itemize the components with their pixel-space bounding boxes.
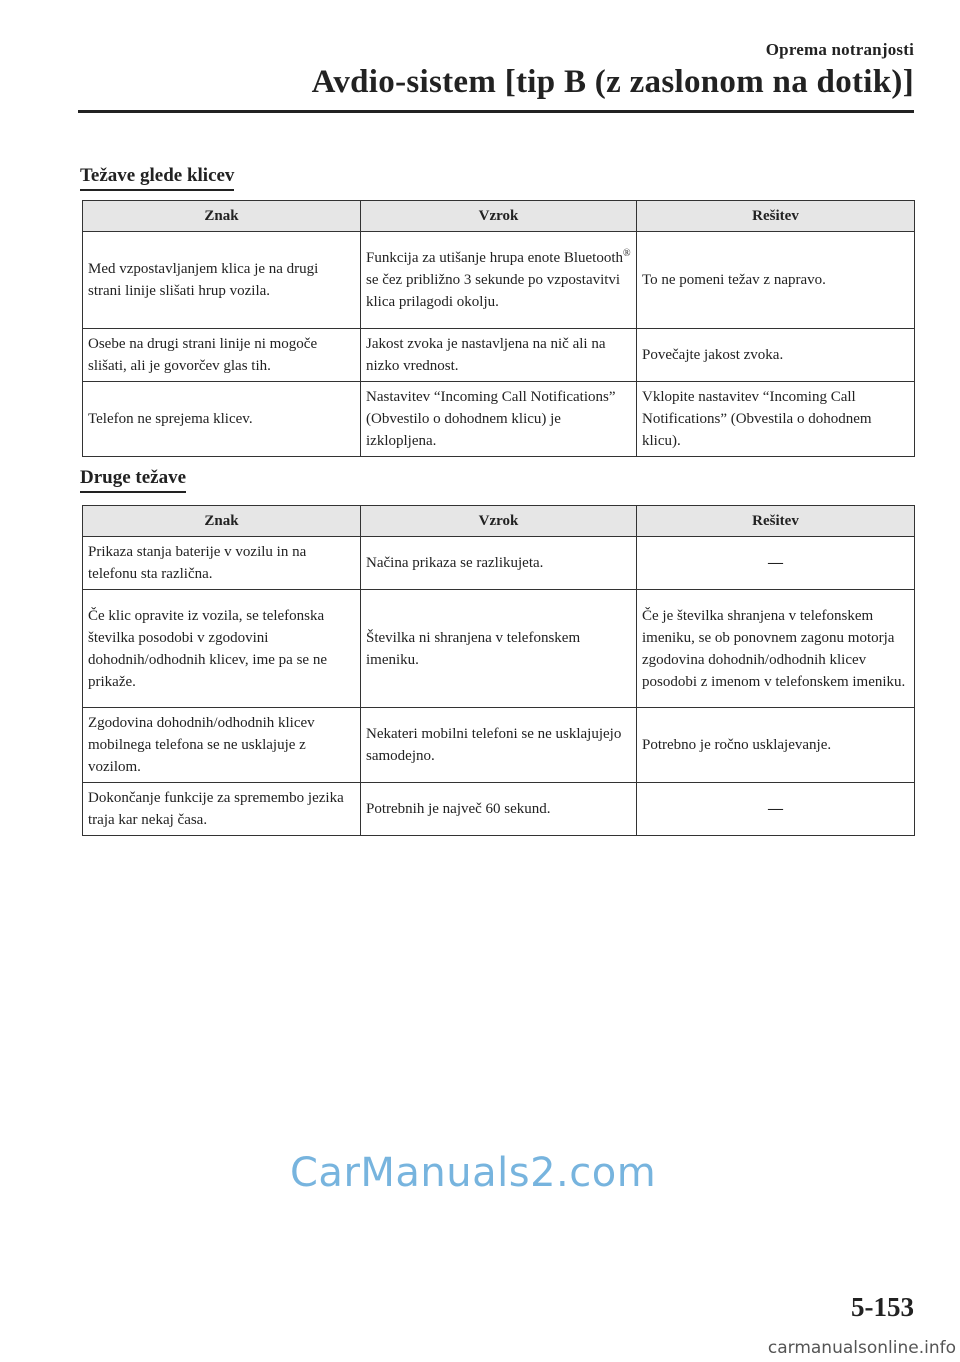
cell-vzrok-text: Funkcija za utišanje hrupa enote Bluetooth: [366, 250, 624, 266]
cell-resitev: Potrebno je ročno usklajevanje.: [637, 708, 915, 783]
table-row: [83, 783, 915, 836]
section-heading-other-problems: Druge težave: [80, 466, 186, 493]
table-row: [83, 708, 915, 783]
cell-znak: Telefon ne sprejema klicev.: [83, 382, 361, 457]
call-problems-table: [82, 200, 915, 457]
cell-znak: Zgodovina dohodnih/odhodnih klicev mobilnega telefona se ne usklajuje z vozilom.: [83, 708, 361, 783]
table-row: [83, 590, 915, 708]
column-header-vzrok: Vzrok: [361, 201, 637, 232]
column-header-resitev: Rešitev: [637, 201, 915, 232]
source-footer: carmanualsonline.info: [767, 1338, 956, 1358]
column-header-znak: Znak: [83, 201, 361, 232]
registered-mark: ®: [623, 248, 631, 259]
table-row: [83, 329, 915, 382]
table-header-row: [83, 201, 915, 232]
cell-vzrok: Načina prikaza se razlikujeta.: [361, 537, 637, 590]
table-row: [83, 232, 915, 329]
cell-vzrok: [361, 232, 637, 329]
cell-znak: Med vzpostavljanjem klica je na drugi strani linije slišati hrup vozila.: [83, 232, 361, 329]
cell-znak: Če klic opravite iz vozila, se telefonska številka posodobi v zgodovini dohodnih/odhodnih klicev, ime pa se ne prikaže.: [83, 590, 361, 708]
cell-resitev: —: [637, 783, 915, 836]
column-header-vzrok: Vzrok: [361, 506, 637, 537]
cell-resitev: —: [637, 537, 915, 590]
cell-vzrok-text-cont: se čez približno 3 sekunde po vzpostavitvi klica prilagodi okolju.: [366, 272, 621, 310]
cell-resitev: To ne pomeni težav z napravo.: [637, 232, 915, 329]
cell-znak: Dokončanje funkcije za spremembo jezika traja kar nekaj časa.: [83, 783, 361, 836]
table-row: [83, 537, 915, 590]
table-row: [83, 382, 915, 457]
cell-vzrok: Jakost zvoka je nastavljena na nič ali na nizko vrednost.: [361, 329, 637, 382]
page-title: Avdio-sistem [tip B (z zaslonom na dotik)]: [311, 64, 914, 100]
column-header-znak: Znak: [83, 506, 361, 537]
other-problems-table: [82, 505, 915, 836]
chapter-label: Oprema notranjosti: [765, 40, 914, 59]
cell-znak: Osebe na drugi strani linije ni mogoče slišati, ali je govorčev glas tih.: [83, 329, 361, 382]
page-number: 5-153: [851, 1292, 914, 1322]
cell-vzrok: Nekateri mobilni telefoni se ne usklajujejo samodejno.: [361, 708, 637, 783]
cell-vzrok: Številka ni shranjena v telefonskem imeniku.: [361, 590, 637, 708]
cell-vzrok: Nastavitev “Incoming Call Notifications” (Obvestilo o dohodnem klicu) je izklopljena.: [361, 382, 637, 457]
cell-resitev: Vklopite nastavitev “Incoming Call Notifications” (Obvestila o dohodnem klicu).: [637, 382, 915, 457]
cell-znak: Prikaza stanja baterije v vozilu in na telefonu sta različna.: [83, 537, 361, 590]
table-header-row: [83, 506, 915, 537]
watermark-logo: CarManuals2.com: [290, 1150, 657, 1196]
title-divider: [78, 110, 914, 113]
cell-resitev: Povečajte jakost zvoka.: [637, 329, 915, 382]
section-heading-call-problems: Težave glede klicev: [80, 164, 234, 191]
cell-vzrok: Potrebnih je največ 60 sekund.: [361, 783, 637, 836]
cell-resitev: Če je številka shranjena v telefonskem imeniku, se ob ponovnem zagonu motorja zgodovina dohodnih/odhodnih klicev posodobi z imenom v telefonskem imeniku.: [637, 590, 915, 708]
column-header-resitev: Rešitev: [637, 506, 915, 537]
